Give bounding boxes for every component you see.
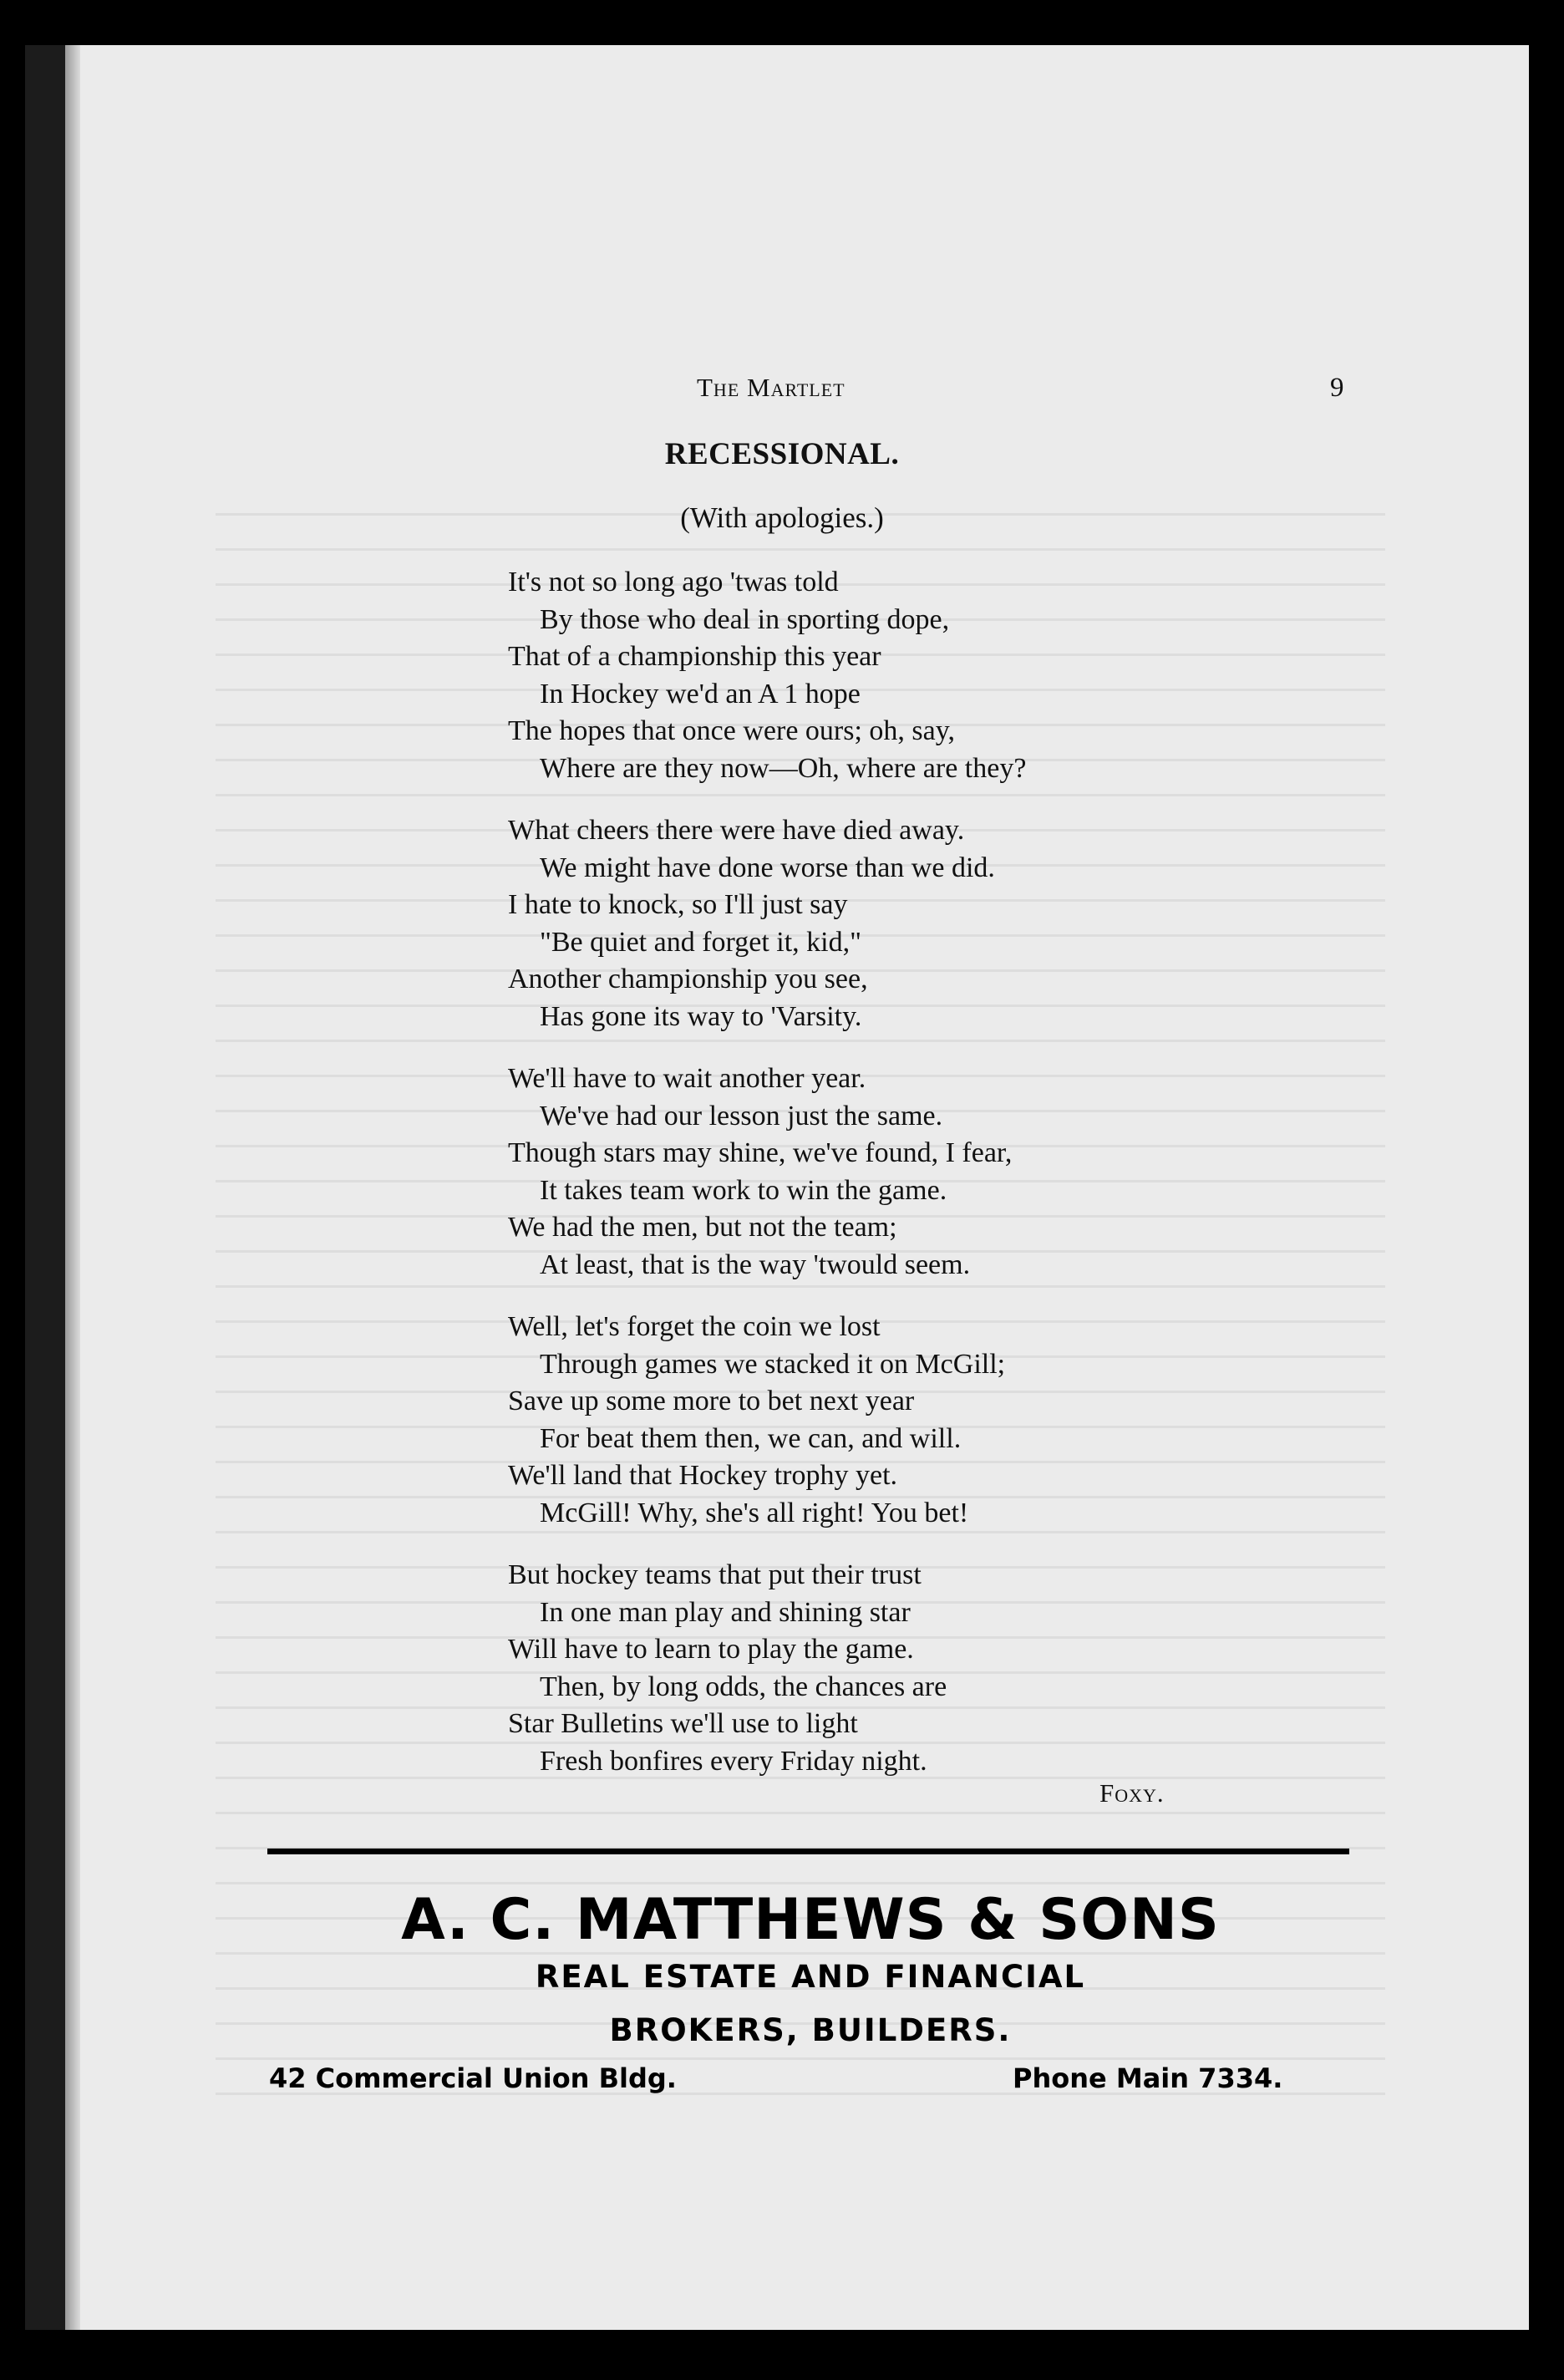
poem-signature: Foxy. (1099, 1778, 1165, 1808)
poem-line: Has gone its way to 'Varsity. (540, 1000, 862, 1032)
poem-line: Then, by long odds, the chances are (540, 1671, 947, 1702)
poem-line: What cheers there were have died away. (508, 815, 965, 846)
poem-line: That of a championship this year (508, 641, 881, 672)
poem-line: We'll have to wait another year. (508, 1063, 866, 1094)
poem-line: We might have done worse than we did. (540, 852, 995, 883)
running-head: The Martlet (697, 373, 845, 402)
stanza-3 (508, 1060, 1444, 1284)
poem-line: At least, that is the way 'twould seem. (540, 1248, 971, 1280)
poem-line: In Hockey we'd an A 1 hope (540, 678, 861, 709)
ad-services-line-2: BROKERS, BUILDERS. (609, 2012, 1012, 2048)
poem-body (508, 564, 1444, 1805)
poem-line: Will have to learn to play the game. (508, 1634, 914, 1665)
poem-line: Star Bulletins we'll use to light (508, 1708, 858, 1739)
poem-line: Though stars may shine, we've found, I fear, (508, 1137, 1013, 1168)
poem-line: Another championship you see, (508, 964, 868, 994)
poem-line: Save up some more to bet next year (508, 1386, 915, 1416)
poem-title: RECESSIONAL. (664, 437, 900, 471)
poem-line: It's not so long ago 'twas told (508, 567, 839, 598)
poem-line: McGill! Why, she's all right! You bet! (540, 1497, 969, 1528)
poem-line: But hockey teams that put their trust (508, 1559, 922, 1590)
poem-line: In one man play and shining star (540, 1596, 911, 1628)
poem-line: I hate to knock, so I'll just say (508, 889, 848, 920)
poem-line: For beat them then, we can, and will. (540, 1422, 962, 1454)
poem-line: Through games we stacked it on McGill; (540, 1348, 1006, 1380)
stanza-4 (508, 1309, 1444, 1532)
binding-edge (65, 45, 80, 2330)
scan-left-strip (25, 45, 65, 2330)
stanza-2 (508, 812, 1444, 1035)
poem-line: We had the men, but not the team; (508, 1212, 897, 1243)
stanza-1 (508, 564, 1444, 787)
ad-company-name: A. C. MATTHEWS & SONS (401, 1887, 1220, 1953)
poem-line: Where are they now—Oh, where are they? (540, 752, 1027, 784)
poem-line: By those who deal in sporting dope, (540, 603, 950, 635)
page-number: 9 (1330, 373, 1344, 403)
poem-subtitle: (With apologies.) (680, 501, 884, 534)
poem-line: We've had our lesson just the same. (540, 1100, 943, 1132)
ad-services-line: REAL ESTATE AND FINANCIAL (535, 1959, 1086, 1995)
stanza-5 (508, 1557, 1444, 1780)
poem-line: Well, let's forget the coin we lost (508, 1311, 881, 1342)
ad-divider-rule (267, 1849, 1349, 1854)
poem-line: Fresh bonfires every Friday night. (540, 1745, 927, 1777)
poem-line: The hopes that once were ours; oh, say, (508, 715, 956, 746)
poem-line: We'll land that Hockey trophy yet. (508, 1460, 898, 1491)
poem-line: "Be quiet and forget it, kid," (540, 926, 862, 958)
ad-address: 42 Commercial Union Bldg. (269, 2062, 677, 2094)
poem-line: It takes team work to win the game. (540, 1174, 947, 1206)
ad-phone: Phone Main 7334. (1013, 2062, 1283, 2094)
